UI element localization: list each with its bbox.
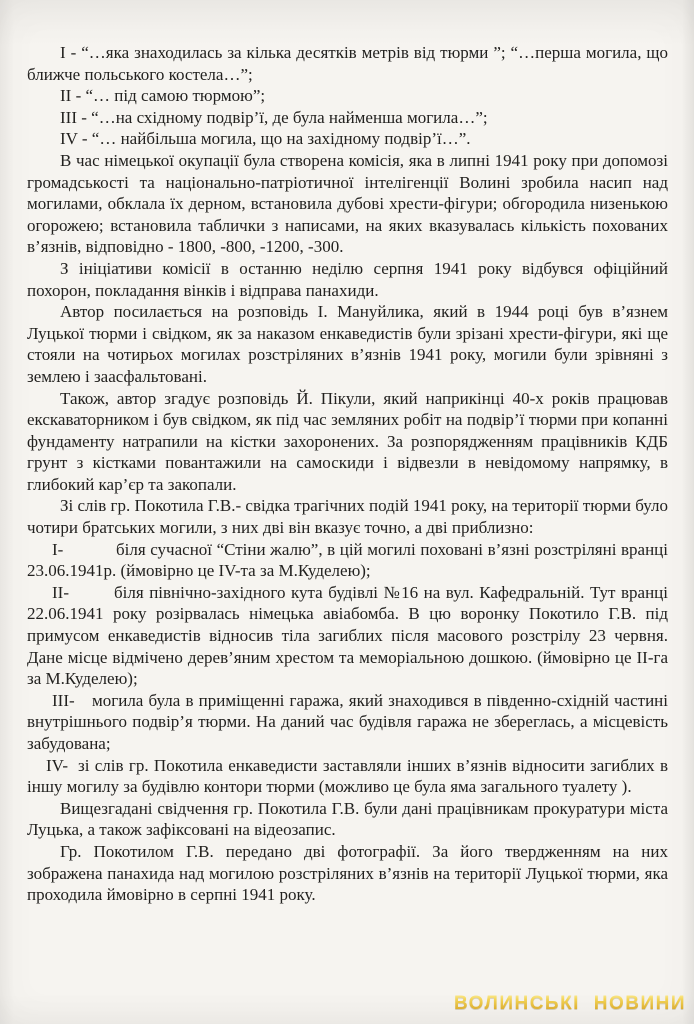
list-marker: І- (52, 539, 64, 559)
paragraph: Зі слів гр. Покотила Г.В.- свідка трагічних подій 1941 року, на території тюрми було чотири братських могили, з них дві він вказує точно, а дві приблизно: (27, 496, 668, 538)
paragraph: Гр. Покотилом Г.В. передано дві фотографії. За його твердженням на них зображена панахида над могилою розстріляних в’язнів на території Луцької тюрми, яка проходила ймовірно в серпні 1941 року. (27, 841, 668, 905)
list-item-text: біля сучасної “Стіни жалю”, в цій могилі поховані в’язні розстріляні вранці 23.06.1941р. (ймовірно це ІV-та за М.Куделею); (27, 539, 668, 581)
paragraph: Також, автор згадує розповідь Й. Пікули, який наприкінці 40-х років працював екскаваторником і був свідком, як під час земляних робіт на подвір’ї тюрми при копанні фундаменту натрапили на кістки захоронених. За розпорядженням працівників КДБ грунт з кістками повантажили на самоскиди і відвезли в невідомому напрямку, в глибокий кар’єр та закопали. (27, 388, 668, 494)
list-item (27, 755, 668, 798)
list-marker: ІV- (46, 755, 69, 775)
list-marker: ІІІ- (52, 690, 75, 710)
list-item-text: могила була в приміщенні гаража, який знаходився в південно-східній частині внутрішнього подвір’я тюрми. На даний час будівля гаража не збереглась, а місцевість забудована; (27, 690, 668, 753)
paragraph: ІV - “… найбільша могила, що на західному подвір’ї…”. (60, 129, 471, 149)
document-text (27, 42, 668, 906)
paragraph: ІІІ - “…на східному подвір’ї, де була найменша могила…”; (60, 107, 488, 127)
list-item-text: зі слів гр. Покотила енкаведисти заставляли інших в’язнів відносити загиблих в іншу могилу за будівлю контори тюрми (можливо це була яма загального туалету ). (27, 755, 668, 797)
paragraph: І - “…яка знаходилась за кілька десятків метрів від тюрми ”; “…перша могила, що ближче польського костела…”; (27, 43, 668, 84)
paragraph: З ініціативи комісії в останню неділю серпня 1941 року відбувся офіційний похорон, покладання вінків і відправа панахиди. (27, 258, 668, 300)
watermark-volynski-novyny: ВОЛИНСЬКІ НОВИНИ (453, 993, 686, 1014)
paragraph: ІІ - “… під самою тюрмою”; (60, 86, 266, 106)
list-item-text: біля північно-західного кута будівлі №16 на вул. Кафедральній. Тут вранці 22.06.1941 року розірвалась німецька авіабомба. В цю воронку Покотило Г.В. під примусом енкаведистів відносив тіла загиблих після масового розстрілу 23 червня. Дане місце відмічено дерев’яним хрестом та меморіальною дошкою. (ймовірно це ІІ-га за М.Куделею); (27, 582, 668, 689)
paragraph: Вищезгадані свідчення гр. Покотила Г.В. були дані працівникам прокуратури міста Луцька, а також зафіксовані на відеозапис. (27, 798, 668, 840)
list-item (27, 539, 668, 582)
paragraph: В час німецької окупації була створена комісія, яка в липні 1941 року при допомозі громадськості та національно-патріотичної інтелігенції Волині зробила насип над могилами, обклала їх дерном, встановила дубові хрести-фігури; обгородила низенькою огорожею; встановила таблички з написами, на яких вказувалась кількість похованих в’язнів, відповідно - 1800, -800, -1200, -300. (27, 150, 668, 257)
list-marker: ІІ- (52, 582, 69, 602)
list-item (27, 690, 668, 755)
paragraph: Автор посилається на розповідь І. Мануйлика, який в 1944 році був в’язнем Луцької тюрми і свідком, як за наказом енкаведистів були зрізані хрести-фігури, які ще стояли на чотирьох могилах розстріляних в’язнів 1941 року, могили були зрівняні з землею і заасфальтовані. (27, 302, 668, 386)
list-item (27, 582, 668, 690)
